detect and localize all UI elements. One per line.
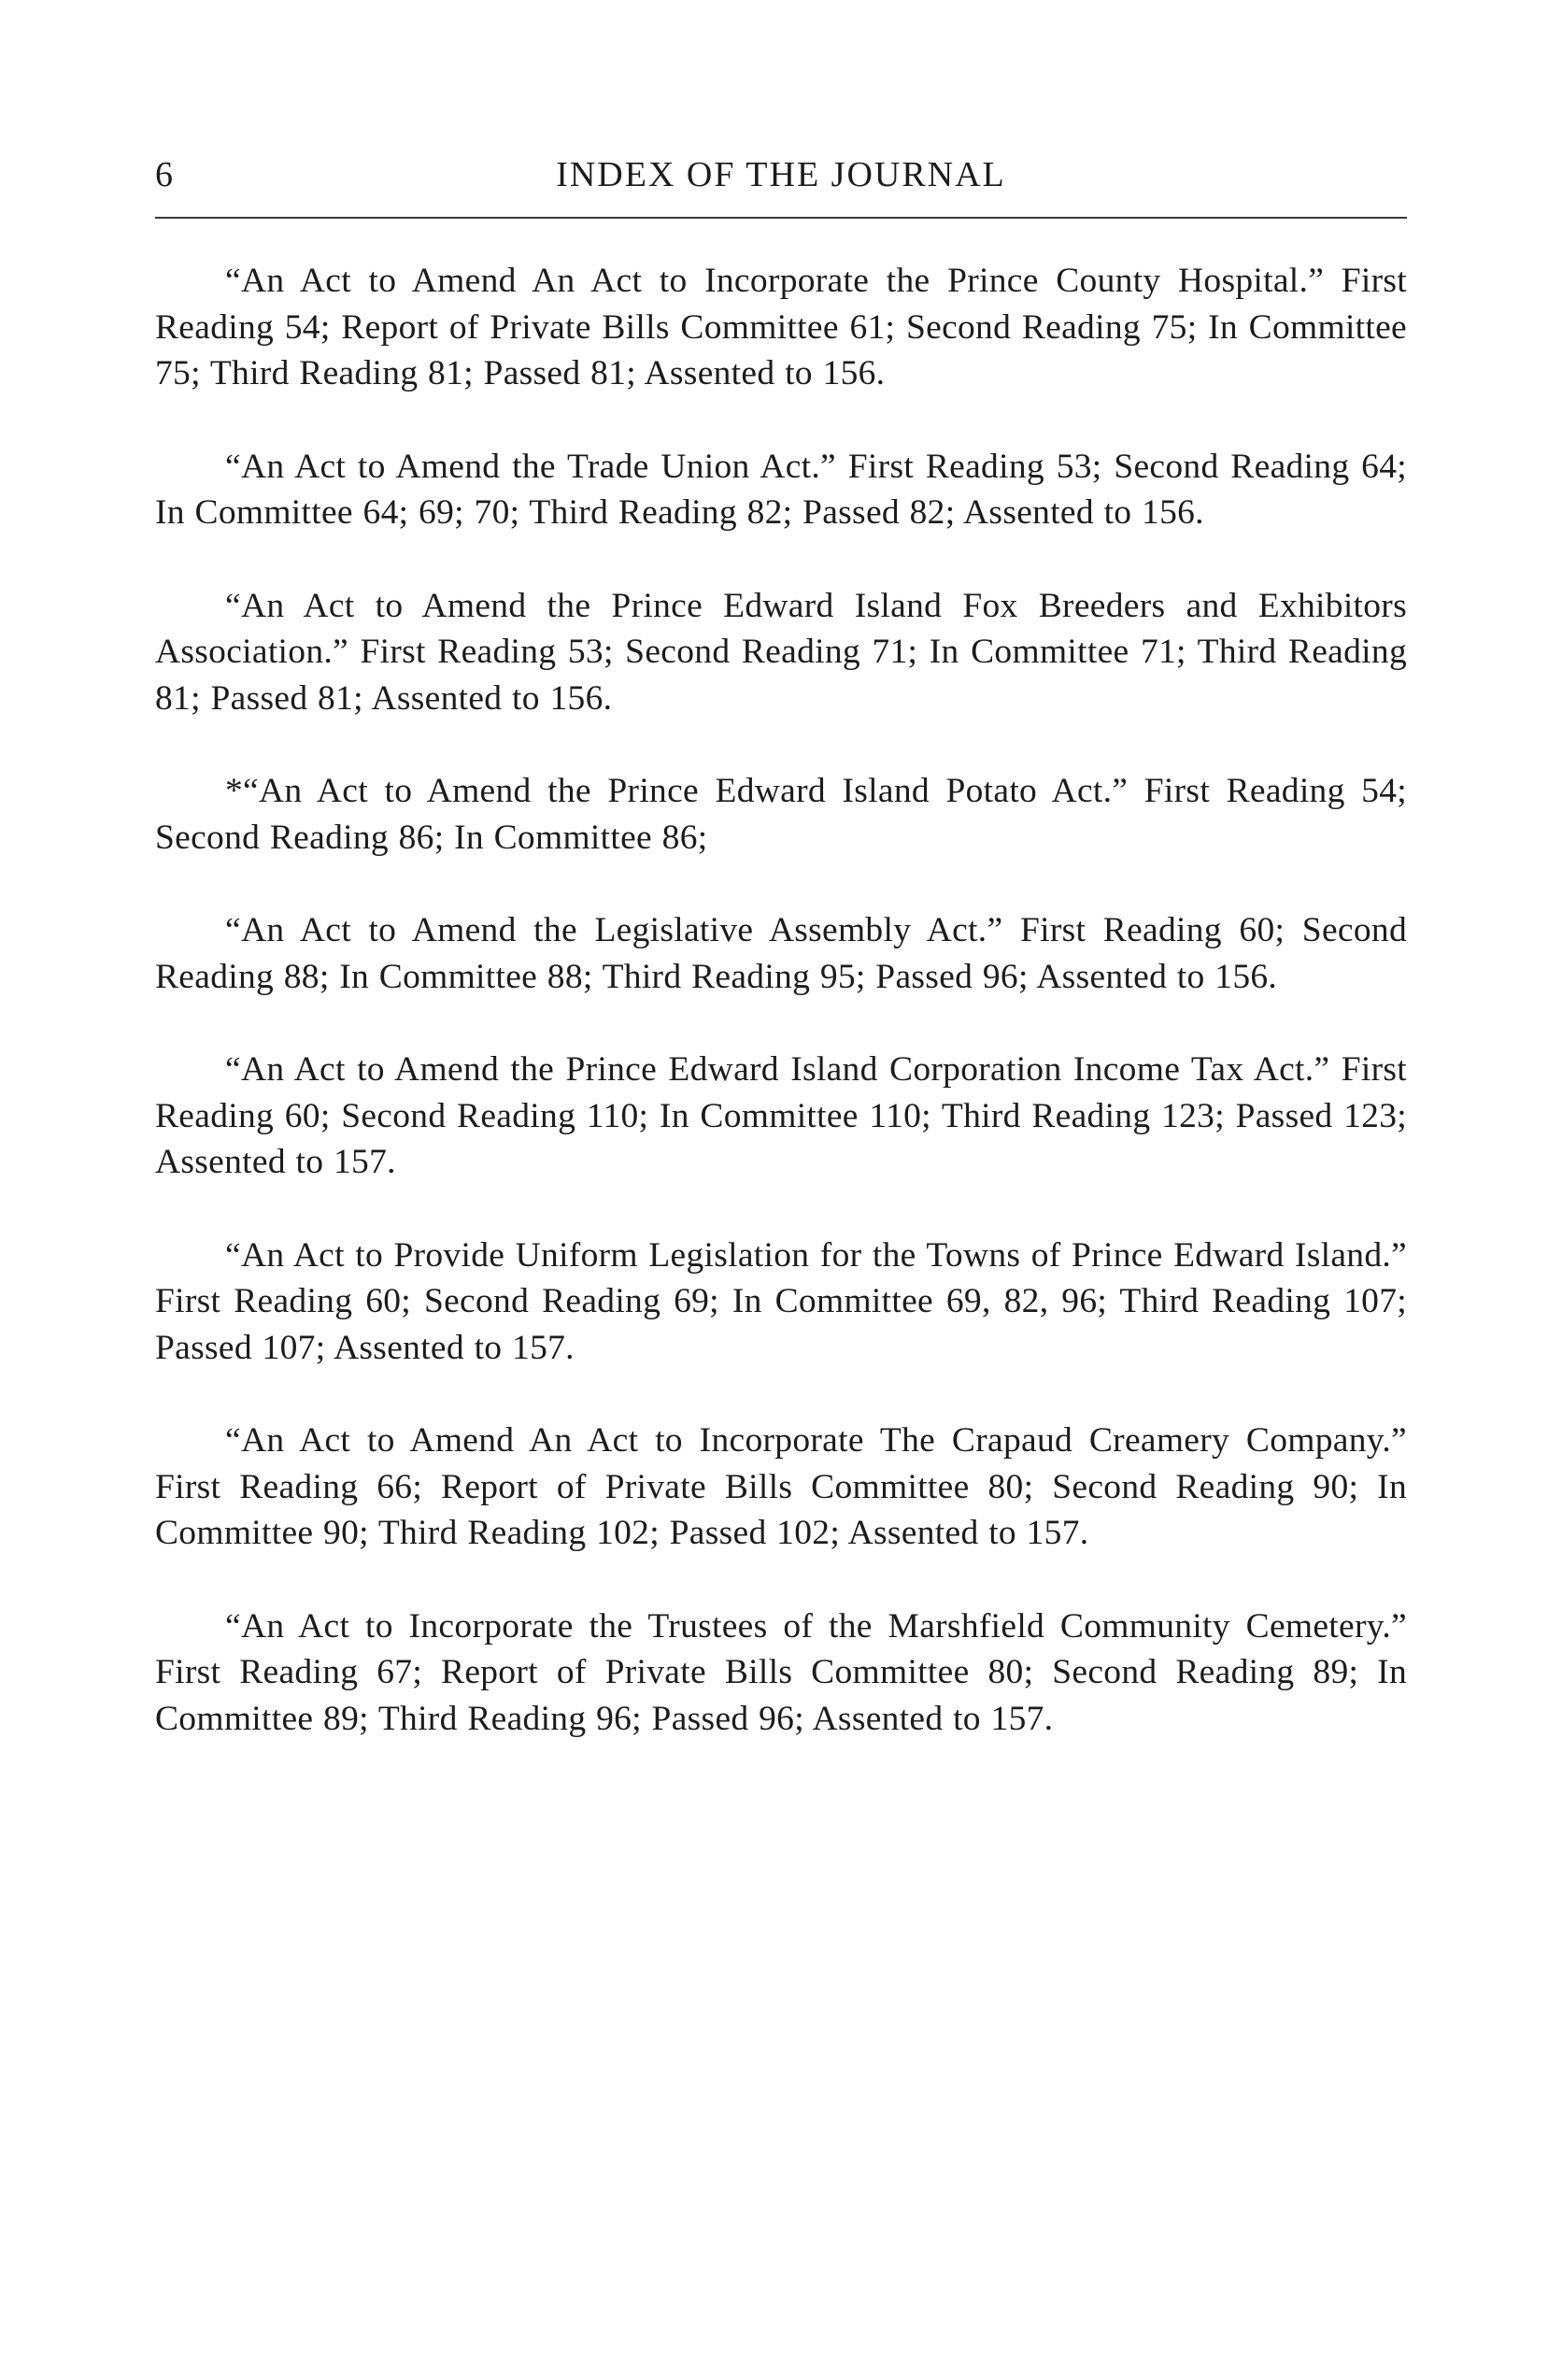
index-entry: “An Act to Provide Uniform Legislation for the Towns of Prince Edward Island.” First Reading 60; Second Reading 69; In Committee 69, 82, 96; Third Reading 107; Passed 107; Assented to 157. bbox=[155, 1235, 1407, 1367]
index-entry: *“An Act to Amend the Prince Edward Island Potato Act.” First Reading 54; Second Reading 86; In Committee 86; bbox=[155, 772, 1407, 857]
index-entries bbox=[155, 258, 1407, 1742]
index-entry: “An Act to Amend the Trade Union Act.” First Reading 53; Second Reading 64; In Committee 64; 69; 70; Third Reading 82; Passed 82; Assented to 156. bbox=[155, 447, 1407, 532]
index-entry: “An Act to Amend the Prince Edward Island Fox Breeders and Exhibitors Association.” First Reading 53; Second Reading 71; In Committee 71; Third Reading 81; Passed 81; Assented to 156. bbox=[155, 586, 1407, 718]
index-entry: “An Act to Amend An Act to Incorporate The Crapaud Creamery Company.” First Reading 66; Report of Private Bills Committee 80; Second Reading 90; In Committee 90; Third Reading 102; Passed 102; Assented to 157. bbox=[155, 1421, 1407, 1552]
index-entry: “An Act to Amend the Legislative Assembly Act.” First Reading 60; Second Reading 88; In Committee 88; Third Reading 95; Passed 96; Assented to 156. bbox=[155, 911, 1407, 996]
page-header bbox=[155, 154, 1407, 210]
running-title: INDEX OF THE JOURNAL bbox=[556, 155, 1006, 194]
page-number: 6 bbox=[155, 155, 174, 194]
index-entry: “An Act to Incorporate the Trustees of the Marshfield Community Cemetery.” First Reading 67; Report of Private Bills Committee 80; Second Reading 89; In Committee 89; Third Reading 96; Passed 96; Assented to 157. bbox=[155, 1606, 1407, 1738]
index-entry: “An Act to Amend the Prince Edward Island Corporation Income Tax Act.” First Reading 60; Second Reading 110; In Committee 110; Third Reading 123; Passed 123; Assented to 157. bbox=[155, 1050, 1407, 1181]
index-entry: “An Act to Amend An Act to Incorporate the Prince County Hospital.” First Reading 54; Report of Private Bills Committee 61; Second Reading 75; In Committee 75; Third Reading 81; Passed 81; Assented to 156. bbox=[155, 262, 1407, 392]
header-rule bbox=[155, 217, 1407, 219]
